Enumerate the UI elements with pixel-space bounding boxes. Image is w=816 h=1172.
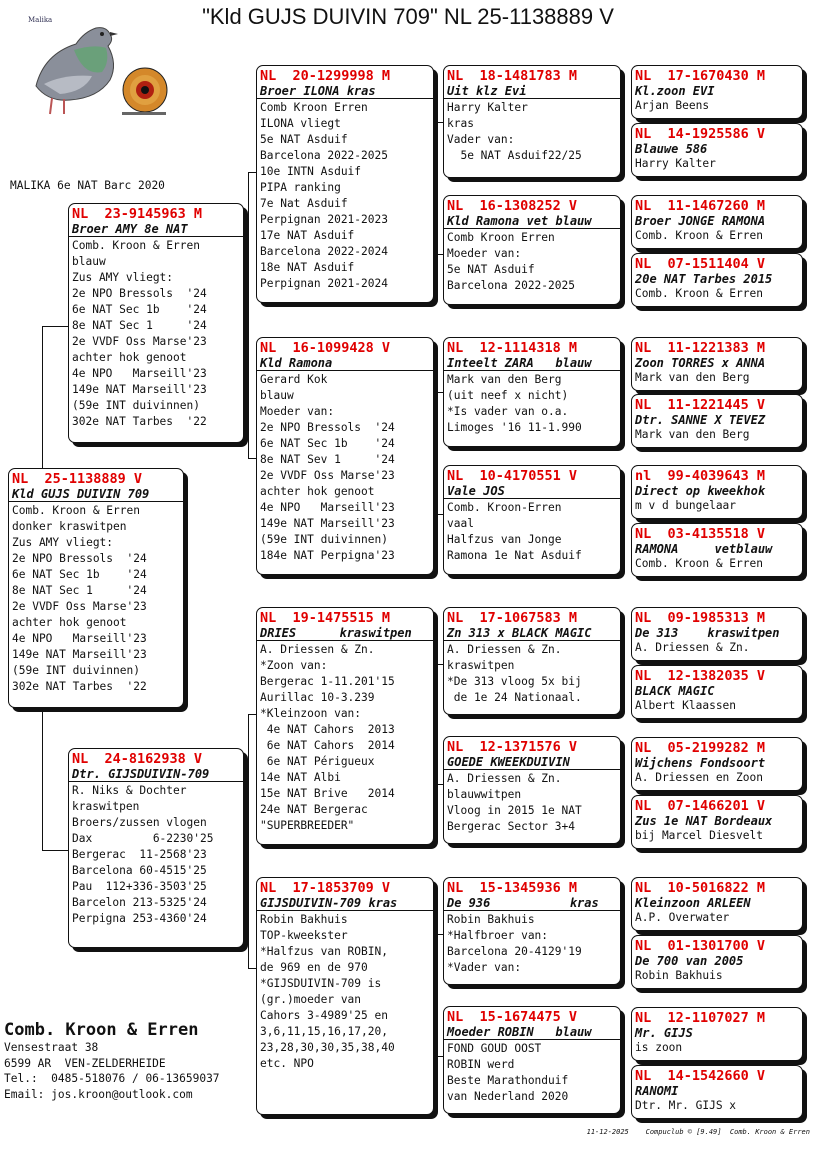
- pigeon-card[interactable]: [443, 195, 621, 305]
- malika-logo: [14, 14, 184, 122]
- pigeon-name: Vale JOS: [444, 484, 620, 499]
- owner-phone: Tel.: 0485-518076 / 06-13659037: [4, 1072, 220, 1085]
- ring-number: NL 10-5016822 M: [635, 880, 766, 896]
- pigeon-info: Comb. Kroon & Erren: [635, 229, 763, 242]
- ring-number: NL 11-1221383 M: [635, 340, 766, 356]
- pigeon-card[interactable]: [443, 1006, 621, 1114]
- pigeon-card[interactable]: [443, 65, 621, 178]
- connector-line: [248, 172, 249, 458]
- pigeon-info: Comb. Kroon-Erren vaal Halfzus van Jonge Ramona 1e Nat Asduif: [447, 501, 582, 562]
- owner-name: Comb. Kroon & Erren: [4, 1020, 199, 1040]
- pigeon-info: Gerard Kok blauw Moeder van: 2e NPO Bressols '24 6e NAT Sec 1b '24 8e NAT Sev 1 '24 2e VVDF Oss Marse'23 achter hok genoot 4e NPO Marseill'23 149e NAT Marseill'23 (59e INT duivinnen) 184e NAT Perpigna'23: [260, 373, 395, 562]
- pigeon-name: Blauwe 586: [635, 142, 708, 156]
- pigeon-info: Comb. Kroon & Erren: [635, 557, 763, 570]
- ring-number: NL 07-1466201 V: [635, 798, 766, 814]
- footer: 11-12-2025 Compuclub © [9.49] Comb. Kroon & Erren: [586, 1128, 810, 1136]
- pigeon-name: BLACK MAGIC: [635, 684, 715, 698]
- logo-label: Malika: [28, 16, 53, 24]
- pigeon-card[interactable]: [631, 665, 803, 719]
- connector-line: [42, 850, 70, 851]
- ring-number: NL 25-1138889 V: [12, 471, 143, 487]
- ring-number: NL 12-1371576 V: [447, 739, 578, 755]
- pigeon-card[interactable]: [631, 935, 803, 989]
- pigeon-name: De 313 kraswitpen: [635, 626, 780, 640]
- pigeon-info: m v d bungelaar: [635, 499, 737, 512]
- pigeon-info: is zoon: [635, 1041, 683, 1054]
- pigeon-card[interactable]: [631, 337, 803, 391]
- pigeon-name: Zus 1e NAT Bordeaux: [635, 814, 773, 828]
- pigeon-info: Comb Kroon Erren ILONA vliegt 5e NAT Asduif Barcelona 2022-2025 10e INTN Asduif PIPA ranking 7e Nat Asduif Perpignan 2021-2023 17e NAT Asduif Barcelona 2022-2024 18e NAT Asduif Perpignan 2021-2024: [260, 101, 388, 290]
- pigeon-info: FOND GOUD OOST ROBIN werd Beste Marathonduif van Nederland 2020: [447, 1042, 569, 1103]
- pigeon-name: Dtr. GIJSDUIVIN-709: [69, 767, 243, 782]
- pigeon-card[interactable]: [631, 394, 803, 448]
- pigeon-card-dam[interactable]: [68, 748, 244, 948]
- ring-number: NL 23-9145963 M: [72, 206, 203, 222]
- pigeon-name: GIJSDUIVIN-709 kras: [257, 896, 433, 911]
- connector-line: [624, 764, 625, 820]
- pigeon-card-sire-sire[interactable]: [256, 65, 434, 303]
- ring-number: NL 24-8162938 V: [72, 751, 203, 767]
- pigeon-info: Robin Bakhuis: [635, 969, 723, 982]
- ring-number: NL 14-1542660 V: [635, 1068, 766, 1084]
- ring-number: NL 17-1853709 V: [260, 880, 391, 896]
- ring-number: NL 11-1221445 V: [635, 397, 766, 413]
- pigeon-name: De 700 van 2005: [635, 954, 744, 968]
- ring-number: NL 12-1114318 M: [447, 340, 578, 356]
- ring-number: NL 19-1475515 M: [260, 610, 391, 626]
- pigeon-name: Inteelt ZARA blauw: [444, 356, 620, 371]
- pigeon-card[interactable]: [631, 607, 803, 661]
- pigeon-name: Direct op kweekhok: [635, 484, 766, 498]
- ring-number: NL 20-1299998 M: [260, 68, 391, 84]
- connector-line: [436, 392, 437, 514]
- pigeon-card[interactable]: [631, 1007, 803, 1061]
- pigeon-info: Comb Kroon Erren Moeder van: 5e NAT Asduif Barcelona 2022-2025: [447, 231, 575, 292]
- connector-line: [624, 1034, 625, 1090]
- ring-number: NL 15-1345936 M: [447, 880, 578, 896]
- ring-number: NL 16-1308252 V: [447, 198, 578, 214]
- ring-number: NL 01-1301700 V: [635, 938, 766, 954]
- ring-number: NL 15-1674475 V: [447, 1009, 578, 1025]
- pigeon-name: Kleinzoon ARLEEN: [635, 896, 751, 910]
- pigeon-card-dam-dam[interactable]: [256, 877, 434, 1115]
- ring-number: NL 16-1099428 V: [260, 340, 391, 356]
- pigeon-name: De 936 kras: [444, 896, 620, 911]
- ring-number: NL 17-1670430 M: [635, 68, 766, 84]
- pigeon-name: Zoon TORRES x ANNA: [635, 356, 766, 370]
- pigeon-name: Broer JONGE RAMONA: [635, 214, 766, 228]
- pigeon-card-dam-sire[interactable]: [256, 607, 434, 845]
- connector-line: [624, 362, 625, 418]
- pigeon-name: 20e NAT Tarbes 2015: [635, 272, 773, 286]
- ring-number: NL 09-1985313 M: [635, 610, 766, 626]
- owner-address: Vensestraat 38: [4, 1041, 99, 1054]
- pigeon-card[interactable]: [631, 795, 803, 849]
- connector-line: [624, 490, 625, 548]
- pigeon-info: Comb. Kroon & Erren blauw Zus AMY vliegt: 2e NPO Bressols '24 6e NAT Sec 1b '24 8e NAT Sec 1 '24 2e VVDF Oss Marse'23 achter hok genoot 4e NPO Marseill'23 149e NAT Marseill'23 (59e INT duivinnen) 302e NAT Tarbes '22: [72, 239, 207, 428]
- ring-number: NL 11-1467260 M: [635, 198, 766, 214]
- pigeon-card[interactable]: [443, 607, 621, 715]
- pigeon-name: Kld Ramona: [257, 356, 433, 371]
- pigeon-info: R. Niks & Dochter kraswitpen Broers/zussen vlogen Dax 6-2230'25 Bergerac 11-2568'23 Barcelona 60-4515'25 Pau 112+336-3503'25 Barcelon 213-5325'24 Perpigna 253-4360'24: [72, 784, 214, 925]
- ring-number: NL 12-1107027 M: [635, 1010, 766, 1026]
- connector-line: [248, 714, 249, 968]
- pigeon-card-sire-dam[interactable]: [256, 337, 434, 575]
- pigeon-name: Zn 313 x BLACK MAGIC: [444, 626, 620, 641]
- pigeon-card[interactable]: [443, 877, 621, 985]
- pigeon-name: Moeder ROBIN blauw: [444, 1025, 620, 1040]
- pigeon-info: Comb. Kroon & Erren donker kraswitpen Zus AMY vliegt: 2e NPO Bressols '24 6e NAT Sec 1b '24 8e NAT Sec 1 '24 2e VVDF Oss Marse'23 achter hok genoot 4e NPO Marseill'23 149e NAT Marseill'23 (59e INT duivinnen) 302e NAT Tarbes '22: [12, 504, 147, 693]
- malika-note: MALIKA 6e NAT Barc 2020: [10, 179, 165, 192]
- pigeon-card[interactable]: [631, 523, 803, 577]
- connector-line: [436, 122, 437, 254]
- pigeon-card[interactable]: [443, 337, 621, 447]
- pigeon-info: bij Marcel Diesvelt: [635, 829, 763, 842]
- pigeon-info: Harry Kalter: [635, 157, 716, 170]
- pigeon-info: A. Driessen en Zoon: [635, 771, 763, 784]
- connector-line: [436, 664, 437, 784]
- pigeon-info: Harry Kalter kras Vader van: 5e NAT Asduif22/25: [447, 101, 582, 162]
- connector-line: [624, 634, 625, 692]
- pigeon-info: Mark van den Berg: [635, 428, 750, 441]
- pigeon-card[interactable]: [631, 65, 803, 119]
- ring-number: NL 05-2199282 M: [635, 740, 766, 756]
- pigeon-name: Broer AMY 8e NAT: [69, 222, 243, 237]
- pigeon-name: Uit klz Evi: [444, 84, 620, 99]
- pigeon-name: Mr. GIJS: [635, 1026, 693, 1040]
- pigeon-info: Comb. Kroon & Erren: [635, 287, 763, 300]
- pigeon-name: Kl.zoon EVI: [635, 84, 715, 98]
- owner-block: [4, 1020, 220, 1102]
- owner-email[interactable]: Email: jos.kroon@outlook.com: [4, 1087, 193, 1101]
- connector-line: [624, 904, 625, 960]
- page-title: "Kld GUJS DUIVIN 709" NL 25-1138889 V: [202, 4, 614, 29]
- pigeon-card[interactable]: [631, 1065, 803, 1119]
- pigeon-info: A. Driessen & Zn. *Zoon van: Bergerac 1-11.201'15 Aurillac 10-3.239 *Kleinzoon van: 4e NAT Cahors 2013 6e NAT Cahors 2014 6e NAT Périgueux 14e NAT Albi 15e NAT Brive 2014 24e NAT Bergerac "SUPERBREEDER": [260, 643, 395, 832]
- pigeon-name: Kld GUJS DUIVIN 709: [9, 487, 183, 502]
- connector-line: [624, 92, 625, 146]
- pigeon-info: Mark van den Berg (uit neef x nicht) *Is vader van o.a. Limoges '16 11-1.990: [447, 373, 582, 434]
- ring-number: NL 03-4135518 V: [635, 526, 766, 542]
- pigeon-card[interactable]: [631, 253, 803, 307]
- pigeon-name: Kld Ramona vet blauw: [444, 214, 620, 229]
- ring-number: NL 12-1382035 V: [635, 668, 766, 684]
- ring-number: NL 18-1481783 M: [447, 68, 578, 84]
- ring-number: NL 14-1925586 V: [635, 126, 766, 142]
- pigeon-name: RANOMI: [635, 1084, 679, 1098]
- owner-postcode: 6599 AR VEN-ZELDERHEIDE: [4, 1056, 166, 1070]
- pigeon-name: GOEDE KWEEKDUIVIN: [444, 755, 620, 770]
- pigeon-card[interactable]: [443, 736, 621, 844]
- pigeon-card[interactable]: [631, 195, 803, 249]
- pigeon-card[interactable]: [631, 123, 803, 177]
- pigeon-card[interactable]: [631, 737, 803, 791]
- pigeon-info: Arjan Beens: [635, 99, 710, 112]
- ring-number: NL 07-1511404 V: [635, 256, 766, 272]
- pigeon-info: Robin Bakhuis TOP-kweekster *Halfzus van ROBIN, de 969 en de 970 *GIJSDUIVIN-709 is (gr.)moeder van Cahors 3-4989'25 en 3,6,11,15,16,17,20, 23,28,30,30,35,38,40 etc. NPO: [260, 913, 395, 1070]
- pigeon-name: DRIES kraswitpen: [257, 626, 433, 641]
- ring-number: NL 17-1067583 M: [447, 610, 578, 626]
- pigeon-info: Mark van den Berg: [635, 371, 750, 384]
- pigeon-info: Robin Bakhuis *Halfbroer van: Barcelona 20-4129'19 *Vader van:: [447, 913, 582, 974]
- pigeon-card[interactable]: [443, 465, 621, 575]
- pigeon-name: Dtr. SANNE X TEVEZ: [635, 413, 766, 427]
- pigeon-info: A.P. Overwater: [635, 911, 730, 924]
- pigeon-info: A. Driessen & Zn. kraswitpen *De 313 vloog 5x bij de 1e 24 Nationaal.: [447, 643, 582, 704]
- pigeon-card[interactable]: [631, 465, 803, 519]
- connector-line: [42, 326, 70, 327]
- pigeon-info: Dtr. Mr. GIJS x: [635, 1099, 737, 1112]
- pigeon-name: Wijchens Fondsoort: [635, 756, 766, 770]
- connector-line: [436, 934, 437, 1056]
- pigeon-info: Albert Klaassen: [635, 699, 737, 712]
- pigeon-name: Broer ILONA kras: [257, 84, 433, 99]
- pigeon-info: A. Driessen & Zn.: [635, 641, 750, 654]
- connector-line: [624, 222, 625, 278]
- pigeon-card-sire[interactable]: [68, 203, 244, 443]
- pigeon-name: RAMONA vetblauw: [635, 542, 773, 556]
- pigeon-info: A. Driessen & Zn. blauwwitpen Vloog in 2015 1e NAT Bergerac Sector 3+4: [447, 772, 582, 833]
- pigeon-card[interactable]: [631, 877, 803, 931]
- ring-number: NL 10-4170551 V: [447, 468, 578, 484]
- pigeon-card-subject[interactable]: [8, 468, 184, 708]
- ring-number: nl 99-4039643 M: [635, 468, 766, 484]
